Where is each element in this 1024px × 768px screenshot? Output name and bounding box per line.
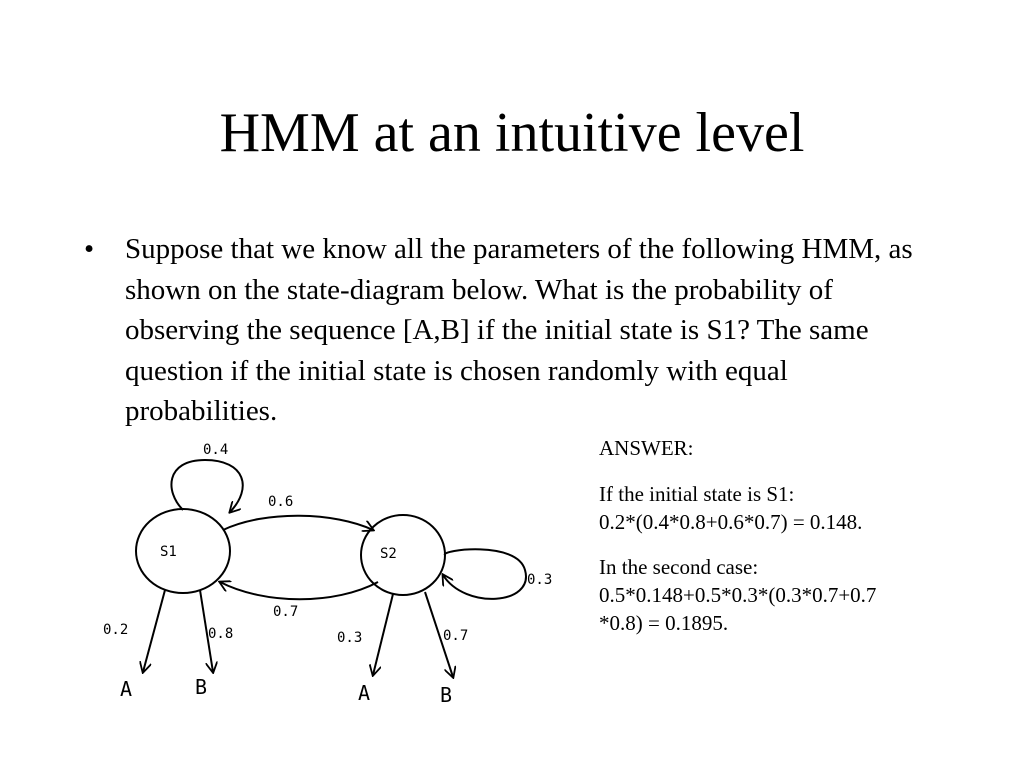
hmm-state-diagram: [95, 430, 565, 710]
prob-s2-s1: 0.7: [273, 604, 299, 620]
emission-s1-a: [143, 590, 165, 672]
self-loop-s2: [443, 549, 526, 599]
transition-s2-s1: [220, 582, 378, 599]
answer-heading: ANSWER:: [599, 436, 694, 460]
symbol-s2-a: A: [358, 681, 371, 705]
self-loop-s1: [171, 460, 242, 512]
answer-case-1-formula: 0.2*(0.4*0.8+0.6*0.7) = 0.148.: [599, 510, 863, 534]
answer-case-1: [599, 480, 1009, 536]
prob-emit-s1-a: 0.2: [103, 622, 129, 638]
answer-case-2-label: In the second case:: [599, 555, 759, 579]
state-s2-label: S2: [380, 546, 397, 562]
answer-case-1-label: If the initial state is S1:: [599, 482, 795, 506]
bullet-dot-icon: •: [84, 233, 95, 265]
answer-case-2: [599, 553, 1009, 637]
emission-s2-a: [373, 594, 393, 675]
state-s2-circle: [361, 515, 445, 595]
symbol-s1-b: B: [195, 675, 208, 699]
prob-s1-s1: 0.4: [203, 442, 229, 458]
state-s1-label: S1: [160, 544, 177, 560]
answer-block: [599, 434, 1009, 637]
bullet-text: Suppose that we know all the parameters of the following HMM, as shown on the state-diagram below. What is the probability of observing the sequence [A,B] if the initial state is S1? The same question if the initial state is chosen randomly with equal probabilities.: [125, 233, 913, 427]
state-s1-circle: [136, 509, 230, 593]
symbol-s2-b: B: [440, 683, 453, 707]
answer-case-2-formula-line-2: *0.8) = 0.1895.: [599, 611, 729, 635]
prob-emit-s2-b: 0.7: [443, 628, 469, 644]
symbol-s1-a: A: [120, 677, 133, 701]
slide-title: HMM at an intuitive level: [219, 102, 805, 164]
answer-case-2-formula-line-1: 0.5*0.148+0.5*0.3*(0.3*0.7+0.7: [599, 583, 877, 607]
prob-s1-s2: 0.6: [268, 494, 294, 510]
prob-emit-s1-b: 0.8: [208, 626, 234, 642]
transition-s1-s2: [223, 516, 373, 530]
prob-emit-s2-a: 0.3: [337, 630, 363, 646]
prob-s2-s2: 0.3: [527, 572, 553, 588]
